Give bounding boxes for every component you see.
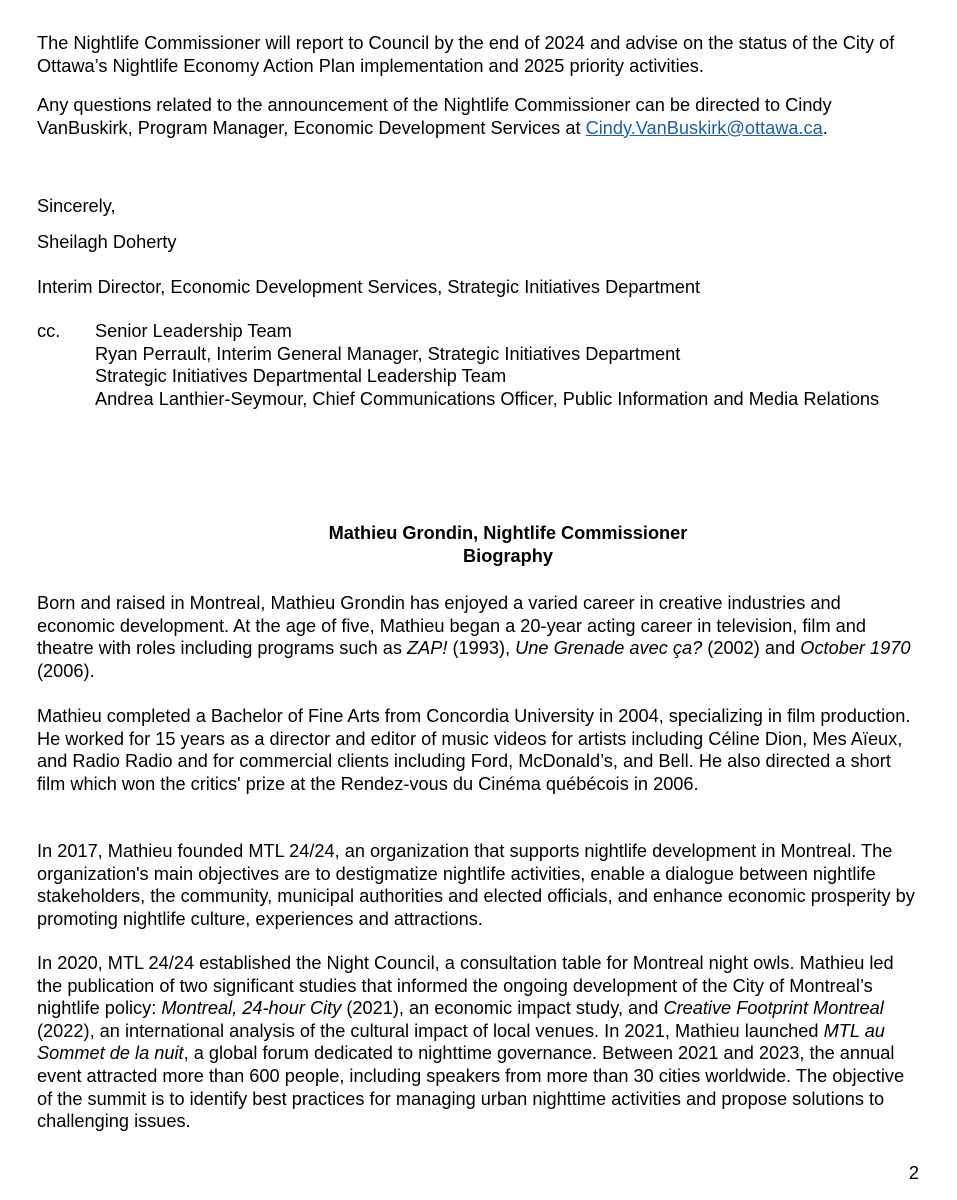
bio-italic-title: Une Grenade avec ça?	[515, 638, 703, 659]
cc-block	[37, 320, 922, 410]
biography-heading	[37, 522, 957, 567]
cc-recipient: Strategic Initiatives Departmental Leadership Team	[95, 366, 507, 387]
bio-text: (2022), an international analysis of the cultural impact of local venues. In 2021, Mathieu launched	[37, 1020, 824, 1041]
bio-text: , a global forum dedicated to nighttime governance. Between 2021 and 2023, the annual event attracted more than 600 people, including speakers from more than 30 cities worldwide. The objective of the summit is to identify best practices for managing urban nighttime activities and propose solutions to challenging issues.	[37, 1043, 905, 1132]
bio-paragraph-early-life	[37, 592, 922, 682]
bio-italic-title: MTL au Sommet de la nuit	[37, 1020, 885, 1064]
bio-text: (2006).	[37, 660, 95, 681]
signer-name: Sheilagh Doherty	[37, 232, 177, 252]
cc-recipient: Senior Leadership Team	[95, 321, 292, 341]
cc-label: cc.	[37, 321, 61, 341]
bio-paragraph-education: Mathieu completed a Bachelor of Fine Arts from Concordia University in 2004, specializing in film production. He worked for 15 years as a director and editor of music videos for artists including Céline Dion, Mes Aïeux, and Radio Radio and for commercial clients including Ford, McDonald’s, and Bell. He also directed a short film which won the critics' prize at the Rendez-vous du Cinéma québécois in 2006.	[37, 706, 911, 794]
bio-italic-title: Montreal, 24-hour City	[161, 998, 342, 1019]
questions-end: .	[822, 117, 828, 138]
signer-title: Interim Director, Economic Development Services, Strategic Initiatives Department	[37, 277, 701, 297]
page-number: 2	[908, 1163, 919, 1183]
bio-text: In 2020, MTL 24/24 established the Night Council, a consultation table for Montreal night owls. Mathieu led the publication of two significant studies that informed the ongoing development of the City of Montreal’s nightlife policy:	[37, 953, 894, 1019]
bio-italic-title: ZAP!	[407, 638, 448, 659]
bio-italic-title: Creative Footprint Montreal	[663, 998, 884, 1019]
cc-list	[95, 320, 922, 410]
questions-text: Any questions related to the announcement of the Nightlife Commissioner can be directed to Cindy VanBuskirk, Program Manager, Economic Development Services at	[37, 95, 832, 138]
bio-paragraph-mtl2424: In 2017, Mathieu founded MTL 24/24, an organization that supports nightlife development in Montreal. The organization's main objectives are to destigmatize nightlife activities, enable a dialogue between nightlife stakeholders, the community, municipal authorities and elected officials, and enhance economic prosperity by promoting nightlife culture, experiences and attractions.	[37, 841, 915, 929]
biography-title: Mathieu Grondin, Nightlife Commissioner	[328, 523, 688, 543]
closing-salutation: Sincerely,	[37, 196, 116, 216]
contact-email-link[interactable]: Cindy.VanBuskirk@ottawa.ca	[585, 117, 823, 138]
intro-paragraph-report: The Nightlife Commissioner will report to Council by the end of 2024 and advise on the status of the City of Ottawa’s Nightlife Economy Action Plan implementation and 2025 priority activities.	[37, 33, 895, 76]
bio-text: (1993),	[447, 638, 516, 659]
bio-italic-title: October 1970	[800, 638, 911, 659]
biography-subtitle: Biography	[463, 545, 553, 566]
intro-paragraph-questions	[37, 94, 922, 139]
bio-text: Born and raised in Montreal, Mathieu Grondin has enjoyed a varied career in creative industries and economic development. At the age of five, Mathieu began a 20-year acting career in television, film and theatre with roles including programs such as	[37, 593, 867, 659]
cc-recipient: Ryan Perrault, Interim General Manager, Strategic Initiatives Department	[95, 343, 681, 364]
bio-text: (2021), an economic impact study, and	[341, 998, 664, 1019]
cc-recipient: Andrea Lanthier-Seymour, Chief Communications Officer, Public Information and Media Relations	[95, 388, 880, 409]
bio-paragraph-night-council	[37, 952, 922, 1133]
bio-text: (2002) and	[702, 638, 801, 659]
